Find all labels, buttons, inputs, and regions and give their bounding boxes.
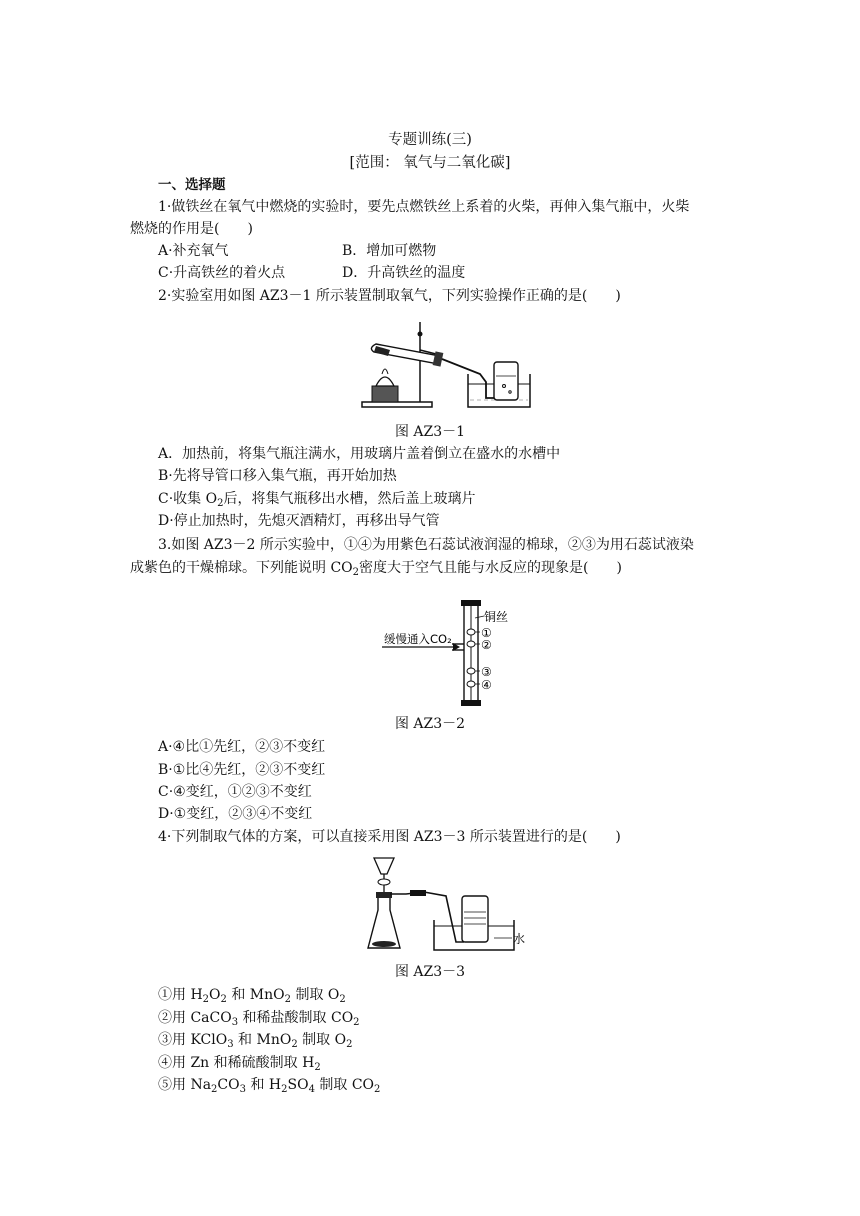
- q2-option-c: C·收集 $O_2$后，将集气瓶移出水槽，然后盖上玻璃片: [158, 491, 476, 509]
- q3-option-b: B·①比④先红，②③不变红: [158, 762, 326, 778]
- q3-option-a: A·④比①先红，②③不变红: [158, 739, 326, 755]
- section-heading: 一、选择题: [158, 177, 226, 193]
- q2-option-b: B·先将导管口移入集气瓶，再开始加热: [158, 468, 397, 484]
- figure-az3-3-gas-generator: [366, 852, 536, 958]
- figure-label-ball-4: ④: [481, 678, 492, 692]
- q3-stem-line1: 3.如图 AZ3－2 所示实验中，①④为用紫色石蕊试液润湿的棉球，②③为用石蕊试液染: [158, 537, 694, 553]
- figure-label-ball-2: ②: [481, 638, 492, 652]
- figure-az3-1-oxygen-apparatus: [358, 312, 538, 412]
- figure-az3-2-co2-tube: [380, 598, 520, 710]
- q1-option-c: C·升高铁丝的着火点: [158, 265, 286, 281]
- q1-option-d: D．升高铁丝的温度: [342, 265, 466, 281]
- q4-choice-3: ③用 KClO$_3$ 和 MnO$_2$ 制取 $O_2$: [158, 1032, 353, 1050]
- q1-stem-line1: 1·做铁丝在氧气中燃烧的实验时，要先点燃铁丝上系着的火柴，再伸入集气瓶中，火柴: [158, 199, 690, 215]
- q1-option-b: B．增加可燃物: [342, 243, 437, 259]
- q2-option-a: A．加热前，将集气瓶注满水，用玻璃片盖着倒立在盛水的水槽中: [158, 446, 561, 462]
- q2-stem: 2·实验室用如图 AZ3－1 所示装置制取氧气，下列实验操作正确的是( ): [158, 288, 621, 304]
- q3-option-c: C·④变红，①②③不变红: [158, 784, 312, 800]
- page-subtitle-range: [范围： 氧气与二氧化碳]: [349, 155, 511, 171]
- q3-figure-caption: 图 AZ3－2: [394, 716, 466, 732]
- q4-stem: 4·下列制取气体的方案，可以直接采用图 AZ3－3 所示装置进行的是( ): [158, 829, 621, 845]
- figure-label-ball-3: ③: [481, 665, 492, 679]
- q1-option-a: A·补充氧气: [158, 243, 229, 259]
- page-title: 专题训练(三): [388, 132, 472, 148]
- q4-figure-caption: 图 AZ3－3: [394, 964, 466, 980]
- figure-label-co2-inlet: 缓慢通入CO₂: [384, 632, 452, 646]
- q4-choice-2: ②用 CaCO$_3$ 和稀盐酸制取 $CO_2$: [158, 1010, 360, 1028]
- q2-option-d: D·停止加热时，先熄灭酒精灯，再移出导气管: [158, 513, 440, 529]
- figure-label-water: 水: [513, 932, 526, 946]
- q1-stem-line2: 燃烧的作用是( ): [130, 221, 253, 237]
- q4-choice-4: ④用 Zn 和稀硫酸制取 $H_2$: [158, 1055, 321, 1073]
- figure-label-copper-wire: 铜丝: [484, 610, 509, 624]
- q2-figure-caption: 图 AZ3－1: [394, 424, 466, 440]
- q4-choice-1: ①用 $H_2O_2$ 和 MnO$_2$ 制取 $O_2$: [158, 987, 346, 1005]
- figure-label-ball-1: ①: [481, 626, 492, 640]
- q4-choice-5: ⑤用 $Na_2CO_3$ 和 $H_2SO_4$ 制取 $CO_2$: [158, 1077, 381, 1095]
- q3-option-d: D·①变红，②③④不变红: [158, 806, 313, 822]
- q3-stem-line2: 成紫色的干燥棉球。下列能说明 $CO_2$密度大于空气且能与水反应的现象是( ): [130, 560, 622, 578]
